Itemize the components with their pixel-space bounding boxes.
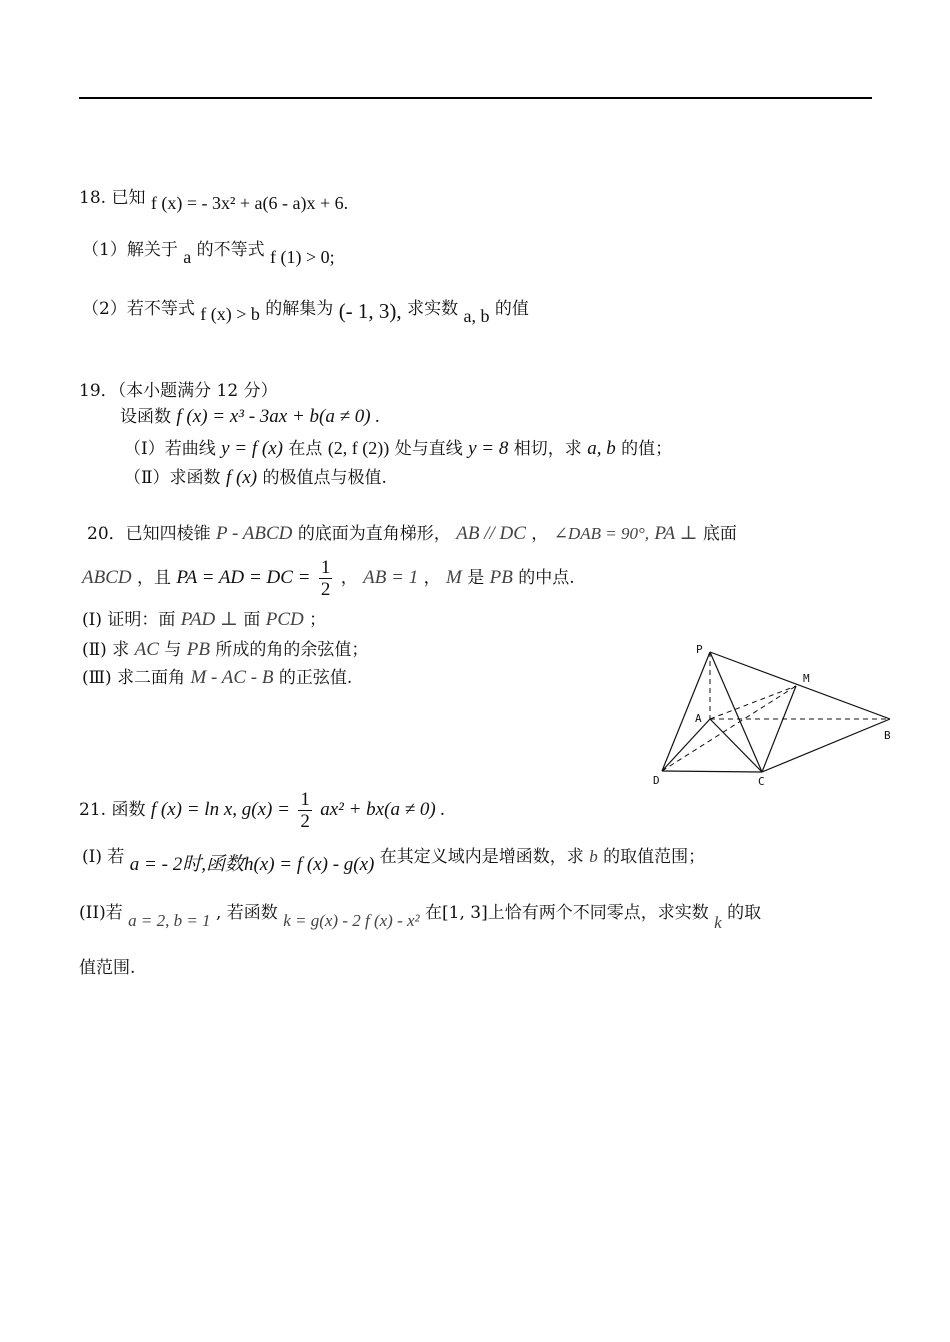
q18-part2: （2）若不等式 f (x) > b 的解集为 (- 1, 3), 求实数 a, b 的值: [82, 299, 529, 326]
edge-CB: [762, 719, 890, 772]
q20-fraction: $\frac{1}{2}$: [320, 557, 331, 600]
edge-DM: [662, 686, 796, 771]
q18-part1: （1）解关于 a 的不等式 f (1) > 0;: [82, 240, 335, 267]
q20-stem: 20．已知四棱锥 P - ABCD 的底面为直角梯形， AB // DC ， ∠DAB = 90°, PA ⊥ 底面: [87, 523, 737, 544]
q19-header: 19．（本小题满分 12 分）: [79, 381, 278, 401]
q19-stem: 设函数 f (x) = x³ - 3ax + b(a ≠ 0) .: [120, 406, 381, 427]
label-B: B: [884, 729, 891, 742]
q21-part2: (II)若 a = 2, b = 1 , 若函数 k = g(x) - 2 f (x) - x² 在[1, 3]上恰有两个不同零点，求实数 k 的取: [79, 903, 762, 932]
q21-part2-cont: 值范围.: [79, 958, 136, 978]
header-rule: [79, 97, 872, 99]
q18-stem: 18. 已知 f (x) = - 3x² + a(6 - a)x + 6.: [79, 188, 349, 213]
pyramid-figure: [650, 640, 905, 790]
q18-formula: f (x) = - 3x² + a(6 - a)x + 6.: [150, 193, 349, 213]
label-P: P: [696, 643, 703, 656]
q20-part1: (Ⅰ) 证明：面 PAD ⊥ 面 PCD ；: [82, 609, 327, 630]
edge-AM: [710, 686, 796, 719]
label-C: C: [758, 775, 765, 788]
q20-line2: ABCD ，且 PA = AD = DC = $\frac{1}{2}$ ， AB = 1 ， M 是 PB 的中点.: [82, 557, 575, 600]
q21-fraction: $\frac{1}{2}$: [300, 789, 310, 832]
q20-part3: (Ⅲ) 求二面角 M - AC - B 的正弦值.: [82, 667, 353, 688]
label-M: M: [803, 672, 810, 685]
edge-AC: [710, 719, 762, 772]
edge-CM: [762, 686, 796, 772]
label-D: D: [653, 774, 660, 787]
q19-part1: （Ⅰ）若曲线 y = f (x) 在点 (2, f (2)) 处与直线 y = 8 相切，求 a, b 的值；: [124, 438, 673, 459]
edge-DC: [662, 771, 762, 772]
q20-part2: (Ⅱ) 求 AC 与 PB 所成的角的余弦值；: [82, 639, 369, 660]
q21-part1: (I) 若 a = - 2时,函数h(x) = f (x) - g(x) 在其定义域内是增函数，求 b 的取值范围；: [82, 847, 706, 875]
edge-PD: [662, 652, 710, 771]
q19-part2: （Ⅱ）求函数 f (x) 的极值点与极值.: [124, 467, 387, 488]
q21-stem: 21. 函数 f (x) = ln x, g(x) = $\frac{1}{2}$ ax² + bx(a ≠ 0) .: [79, 789, 446, 832]
label-A: A: [695, 712, 702, 725]
